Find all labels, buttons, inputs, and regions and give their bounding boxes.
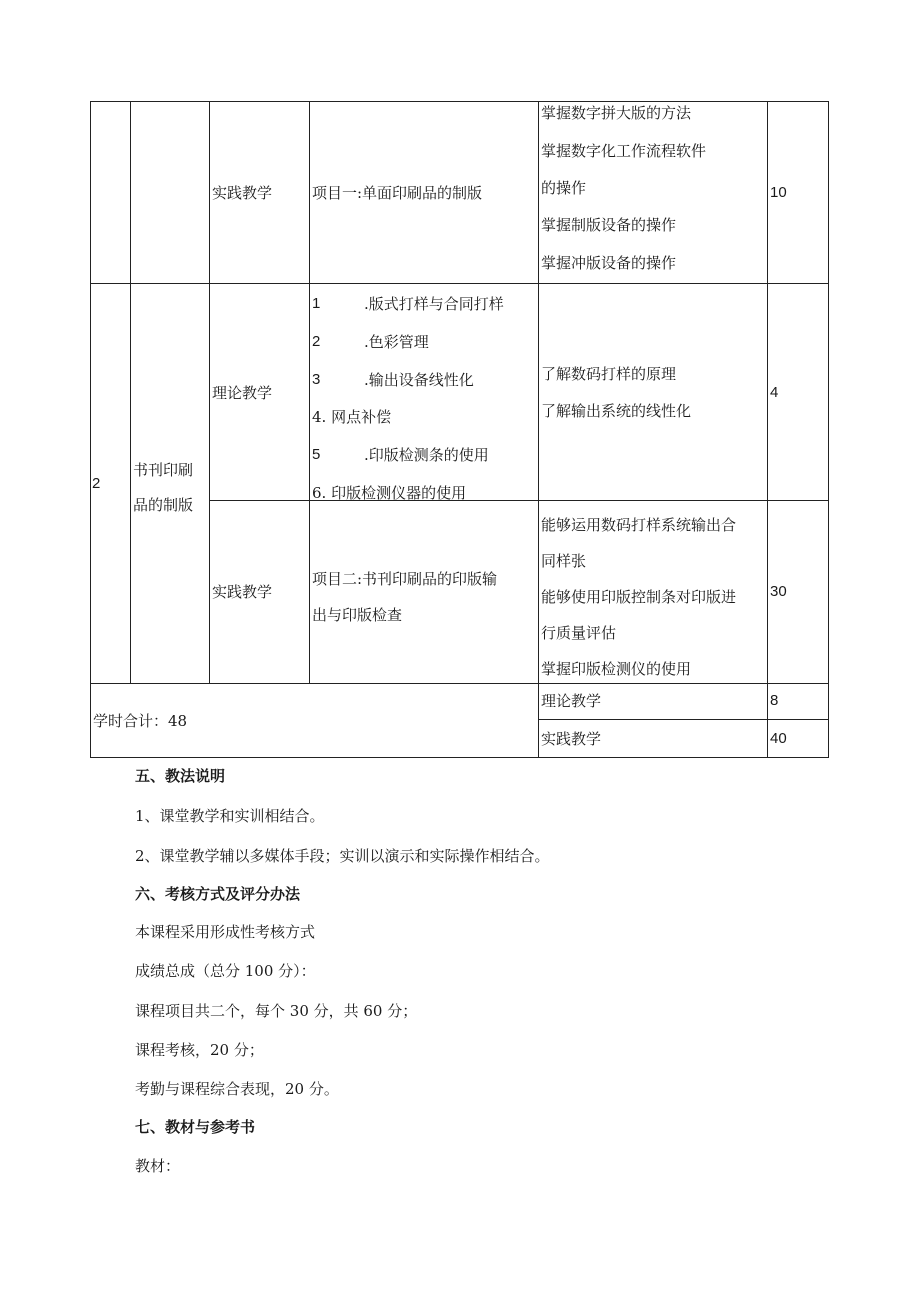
row3-content: 出与印版检查 xyxy=(312,606,403,624)
table-rule xyxy=(538,719,828,720)
table-rule xyxy=(309,101,310,684)
row2-item: .输出设备线性化 xyxy=(364,371,474,389)
row1-goal: 掌握数字化工作流程软件 xyxy=(541,142,707,160)
section-5-item: 1、课堂教学和实训相结合。 xyxy=(135,807,325,825)
row1-goal: 的操作 xyxy=(541,179,587,197)
section-5-title: 五、教法说明 xyxy=(135,767,226,785)
total-practice-label: 实践教学 xyxy=(541,730,602,748)
table-rule xyxy=(130,101,131,684)
row1-hours: 10 xyxy=(770,184,787,201)
row3-goal: 能够使用印版控制条对印版进 xyxy=(541,588,737,606)
row2-item: .色彩管理 xyxy=(364,333,429,351)
module2-number: 2 xyxy=(92,475,101,492)
row3-goal: 行质量评估 xyxy=(541,624,617,642)
section-7-line: 教材： xyxy=(135,1157,181,1175)
section-6-line: 课程考核，20 分； xyxy=(135,1041,264,1059)
module2-name: 品的制版 xyxy=(133,496,194,514)
row2-type: 理论教学 xyxy=(212,384,273,402)
total-hours-label: 学时合计：48 xyxy=(93,712,188,730)
row1-goal: 掌握制版设备的操作 xyxy=(541,216,677,234)
row3-goal: 掌握印版检测仪的使用 xyxy=(541,660,692,678)
table-rule xyxy=(90,101,91,758)
row2-item: .印版检测条的使用 xyxy=(364,446,489,464)
row2-item-num: 2 xyxy=(312,333,321,350)
row3-goal: 同样张 xyxy=(541,552,587,570)
row3-type: 实践教学 xyxy=(212,583,273,601)
section-5-item: 2、课堂教学辅以多媒体手段；实训以演示和实际操作相结合。 xyxy=(135,847,550,865)
section-7-title: 七、教材与参考书 xyxy=(135,1118,256,1136)
row1-content: 项目一:单面印刷品的制版 xyxy=(312,184,483,202)
row3-goal: 能够运用数码打样系统输出合 xyxy=(541,516,737,534)
row1-goal: 掌握冲版设备的操作 xyxy=(541,254,677,272)
section-6-line: 本课程采用形成性考核方式 xyxy=(135,923,316,941)
section-6-line: 成绩总成（总分 100 分）： xyxy=(135,962,316,980)
row2-item-num: 3 xyxy=(312,371,321,388)
row3-content: 项目二:书刊印刷品的印版输 xyxy=(312,570,498,588)
table-rule xyxy=(90,101,828,102)
table-rule xyxy=(90,757,828,758)
row2-hours: 4 xyxy=(770,384,779,401)
row2-item: 4. 网点补偿 xyxy=(312,408,392,426)
row1-goal: 掌握数字拼大版的方法 xyxy=(541,104,692,122)
row2-item: .版式打样与合同打样 xyxy=(364,295,504,313)
row1-type: 实践教学 xyxy=(212,184,273,202)
row2-goal: 了解输出系统的线性化 xyxy=(541,402,692,420)
table-rule xyxy=(90,683,828,684)
row2-item: 6. 印版检测仪器的使用 xyxy=(312,484,467,502)
row2-item-num: 1 xyxy=(312,295,321,312)
module2-name: 书刊印刷 xyxy=(133,461,194,479)
section-6-line: 考勤与课程综合表现，20 分。 xyxy=(135,1080,339,1098)
table-rule xyxy=(209,101,210,684)
total-theory-label: 理论教学 xyxy=(541,692,602,710)
table-rule xyxy=(90,283,828,284)
table-rule xyxy=(767,101,768,758)
table-rule xyxy=(209,500,828,501)
row3-hours: 30 xyxy=(770,583,787,600)
total-practice-hours: 40 xyxy=(770,730,787,747)
total-theory-hours: 8 xyxy=(770,692,779,709)
table-rule xyxy=(538,101,539,758)
row2-goal: 了解数码打样的原理 xyxy=(541,365,677,383)
section-6-line: 课程项目共二个，每个 30 分，共 60 分； xyxy=(135,1002,418,1020)
table-rule xyxy=(828,101,829,758)
section-6-title: 六、考核方式及评分办法 xyxy=(135,885,301,903)
row2-item-num: 5 xyxy=(312,446,321,463)
